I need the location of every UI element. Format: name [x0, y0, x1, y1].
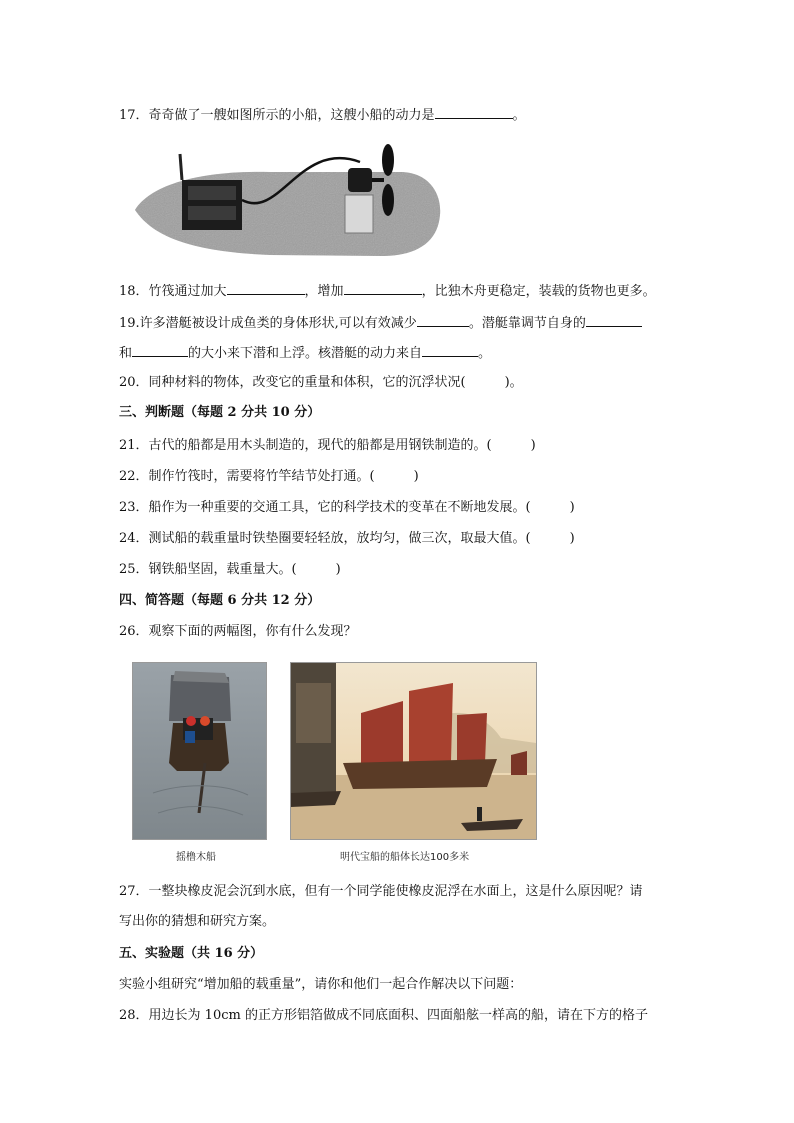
answer-blank[interactable]	[435, 104, 513, 119]
treasure-ship-painting	[290, 662, 537, 840]
question-27-line2: 写出你的猜想和研究方案。	[119, 914, 276, 929]
answer-blank[interactable]	[132, 342, 188, 357]
section-5-heading: 五、实验题（共 16 分）	[119, 946, 264, 961]
section-3-heading: 三、判断题（每题 2 分共 10 分）	[119, 405, 321, 420]
left-photo-caption: 摇橹木船	[176, 852, 216, 863]
boat-model-figure	[130, 140, 450, 265]
question-24: 24．测试船的载重量时铁垫圈要轻轻放，放均匀，做三次，取最大值。( )	[119, 531, 575, 546]
question-17-text: 17．奇奇做了一艘如图所示的小船，这艘小船的动力是	[119, 108, 435, 123]
answer-blank[interactable]	[227, 280, 305, 295]
question-20: 20．同种材料的物体，改变它的重量和体积，它的沉浮状况( )。	[119, 375, 523, 390]
question-19-line1: 19.许多潜艇被设计成鱼类的身体形状,可以有效减少 。潜艇靠调节自身的	[119, 312, 642, 334]
question-26: 26．观察下面的两幅图，你有什么发现？	[119, 624, 357, 639]
right-photo-caption: 明代宝船的船体长达100多米	[340, 852, 470, 863]
question-19-line2: 和 的大小来下潜和上浮。核潜艇的动力来自 。	[119, 342, 491, 364]
question-22: 22．制作竹筏时，需要将竹竿结节处打通。( )	[119, 469, 419, 484]
question-18: 18．竹筏通过加大 ，增加 ，比独木舟更稳定，装载的货物也更多。	[119, 280, 656, 302]
question-28: 28．用边长为 10cm 的正方形铝箔做成不同底面积、四面船舷一样高的船，请在下方的格子	[119, 1008, 648, 1023]
question-17: 17．奇奇做了一艘如图所示的小船，这艘小船的动力是 。	[119, 104, 526, 126]
rowing-boat-photo	[132, 662, 267, 840]
answer-blank[interactable]	[586, 312, 642, 327]
question-23: 23．船作为一种重要的交通工具，它的科学技术的变革在不断地发展。( )	[119, 500, 575, 515]
answer-blank[interactable]	[417, 312, 469, 327]
answer-blank[interactable]	[422, 342, 478, 357]
question-25: 25．钢铁船坚固，载重量大。( )	[119, 562, 341, 577]
section-5-intro: 实验小组研究“增加船的载重量”，请你和他们一起合作解决以下问题：	[119, 977, 523, 992]
section-4-heading: 四、简答题（每题 6 分共 12 分）	[119, 593, 321, 608]
answer-blank[interactable]	[344, 280, 422, 295]
question-27-line1: 27．一整块橡皮泥会沉到水底，但有一个同学能使橡皮泥浮在水面上，这是什么原因呢？请	[119, 884, 643, 899]
question-21: 21．古代的船都是用木头制造的，现代的船都是用钢铁制造的。( )	[119, 438, 536, 453]
